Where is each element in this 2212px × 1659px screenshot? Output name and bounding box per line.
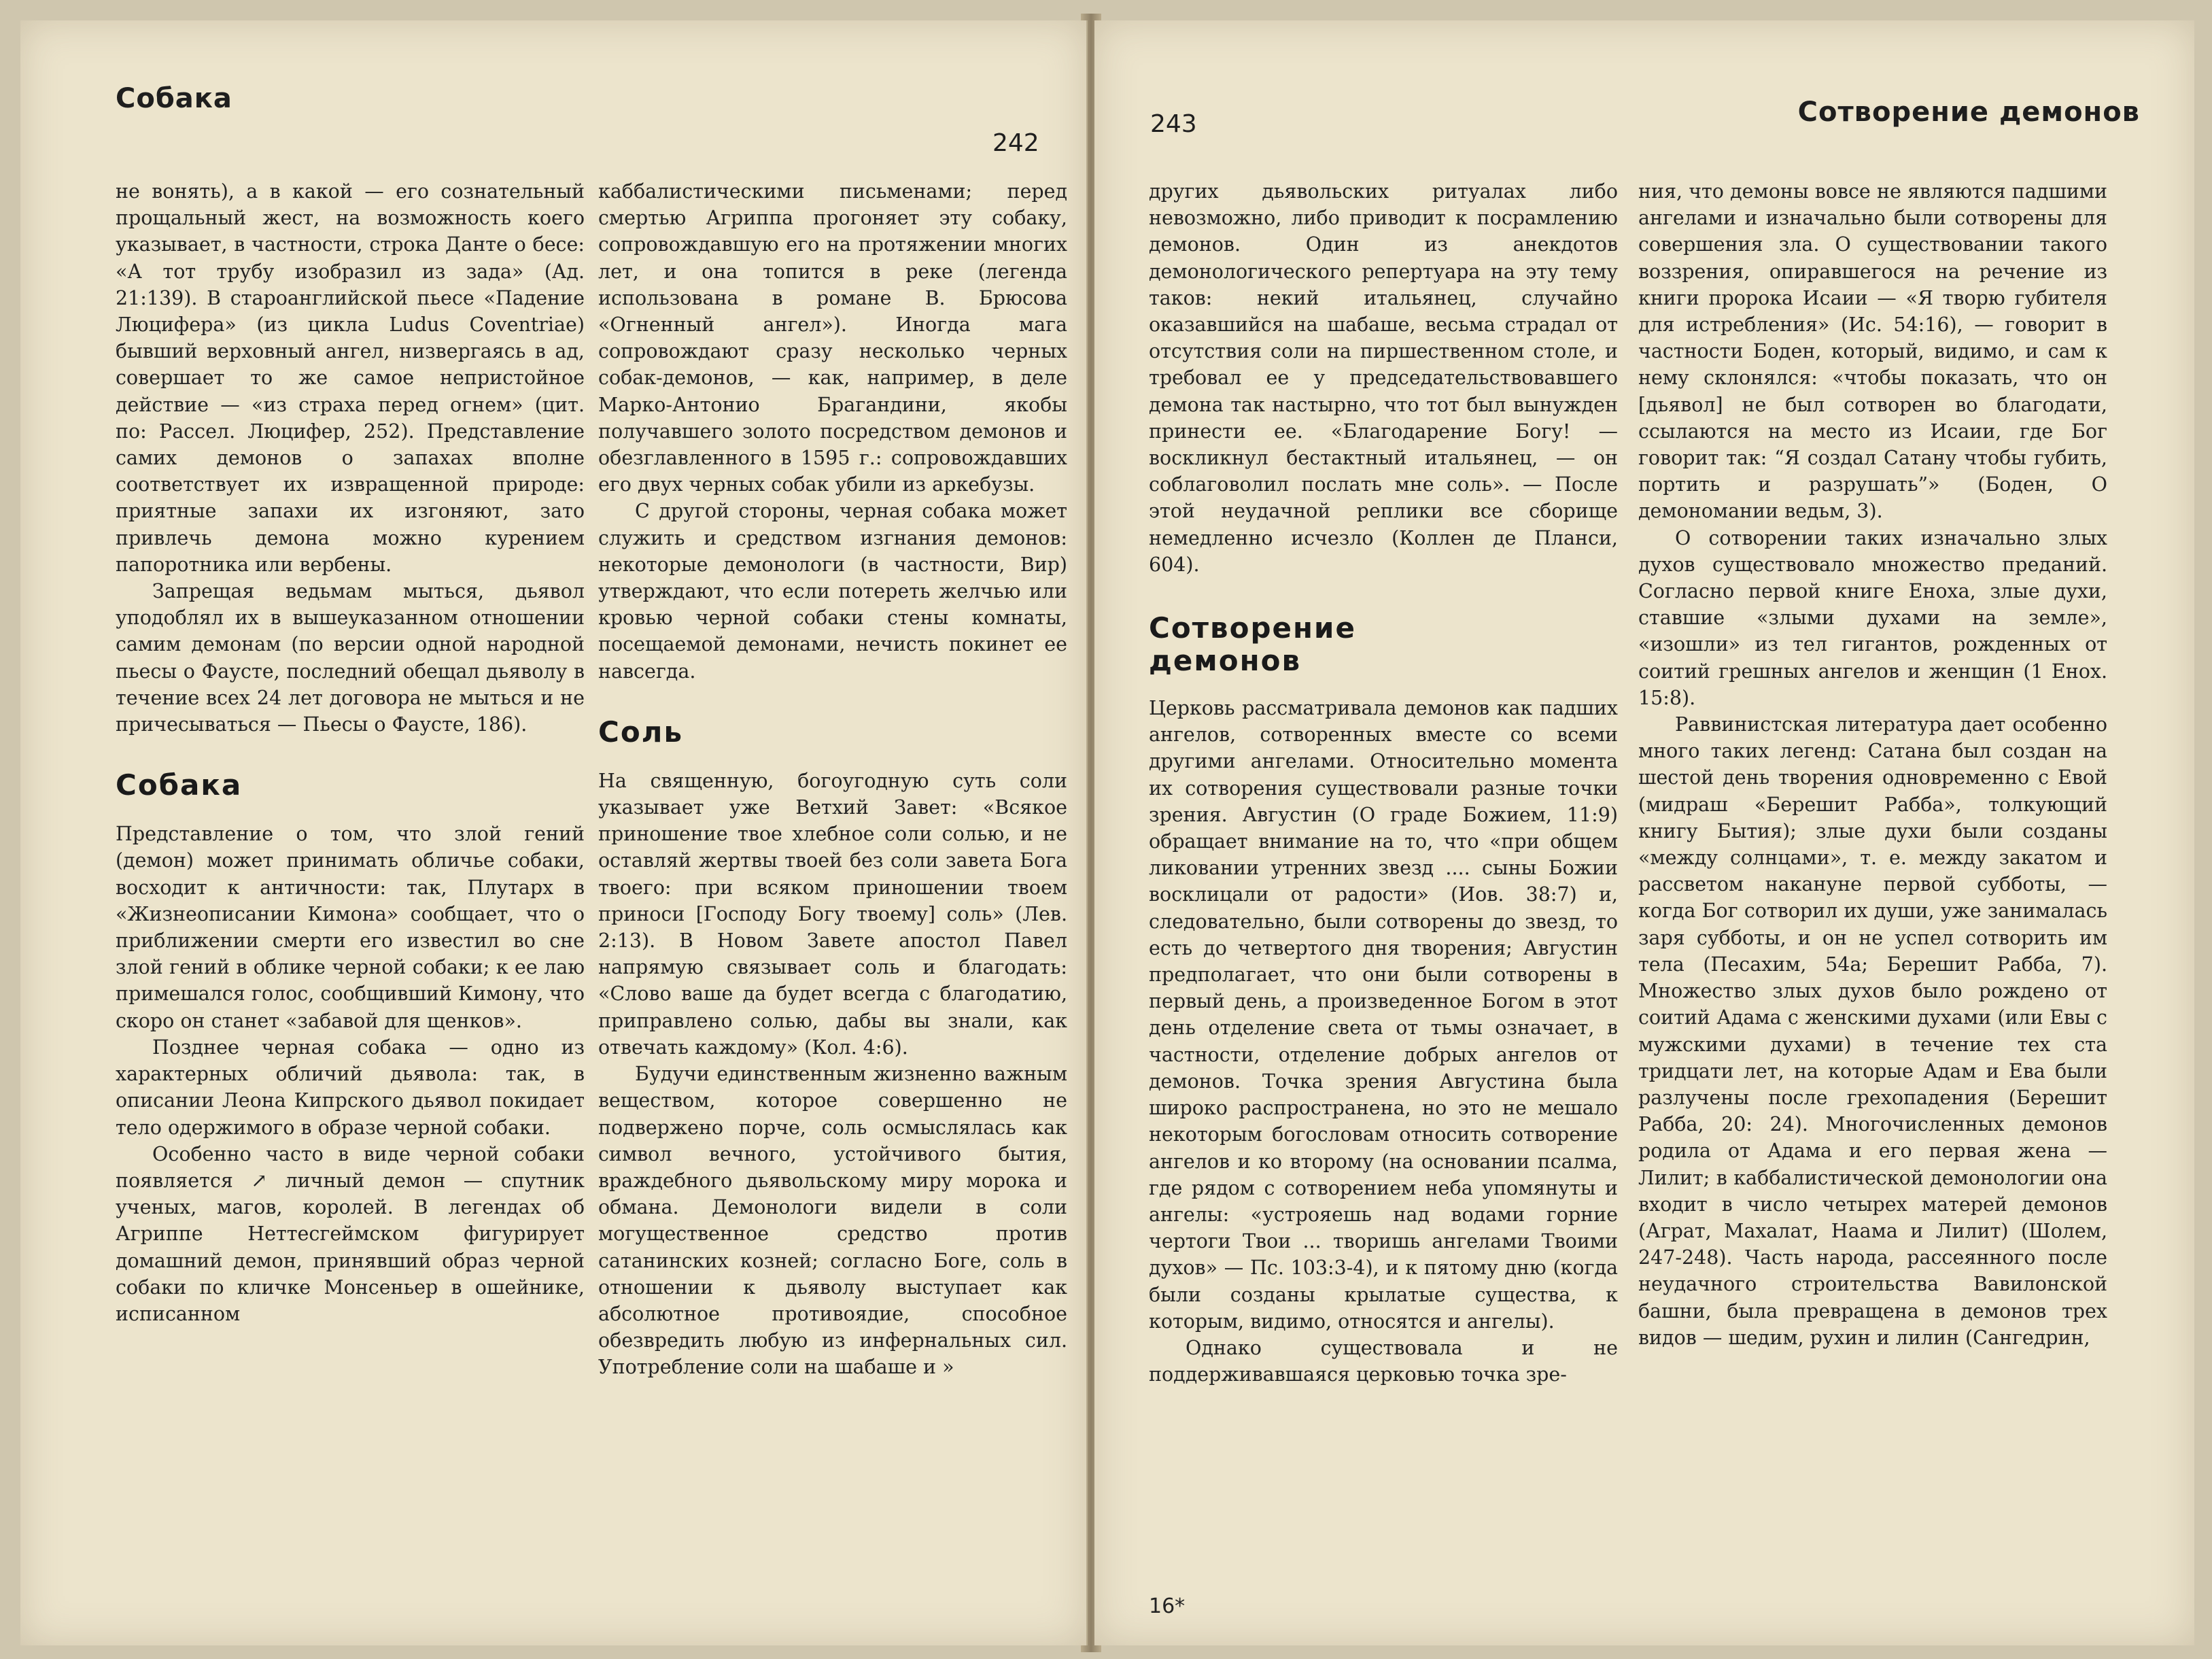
paragraph: каббалистическими письменами; перед смертью Агриппа прогоняет эту собаку, сопровождавшую его на протяжении многих лет, и она топится в реке (легенда использована в романе В. Брюсова «Огненный ангел»). Иногда мага сопровождают сразу несколько черных собак-демонов, — как, например, в деле Марко-Антонио Брагандини, якобы получавшего золото посредством демонов и обезглавленного в 1595 г.: сопровождавших его двух черных собак убили из аркебузы. [598, 180, 1067, 496]
paragraph: О сотворении таких изначально злых духов существовало множество преданий. Согласно первой книге Еноха, злые духи, ставшие «злыми духами на земле», «изошли» из тел гигантов, рожденных от соитий грешных ангелов и женщин (1 Енох. 15:8). [1638, 526, 2107, 709]
paragraph: С другой стороны, черная собака может служить и средством изгнания демонов: некоторые демонологи (в частности, Вир) утверждают, что если потереть желчью или кровью черной собаки стены комнаты, посещаемой демонами, нечисть покинет ее навсегда. [598, 500, 1067, 683]
paragraph: Запрещая ведьмам мыться, дьявол уподоблял их в вышеуказанном отношении самим демонам (по версии одной народной пьесы о Фаусте, последний обещал дьяволу в течение всех 24 лет договора не мыться и не причесываться — Пьесы о Фаусте, 186). [116, 580, 585, 736]
paragraph: Представление о том, что злой гений (демон) может принимать обличье собаки, восходит к античности: так, Плутарх в «Жизнеописании Кимона» сообщает, что о приближении смерти его известил во сне злой гений в облике черной собаки; к ее лаю примешался голос, сообщивший Кимону, что скоро он станет «забавой для щенков». [116, 823, 585, 1032]
paragraph: На священную, богоугодную суть соли указывает уже Ветхий Завет: «Всякое приношение твое хлебное соли солью, и не оставляй жертвы твоей без соли завета Бога твоего: при всяком приношении твоем приноси [Господу Богу твоему] соль» (Лев. 2:13). В Новом Завете апостол Павел напрямую связывает соль и благодать: «Слово ваше да будет всегда с благодатию, приправлено солью, дабы вы знали, как отвечать каждому» (Кол. 4:6). [598, 769, 1067, 1059]
paragraph: Однако существовала и не поддерживавшаяся церковью точка зре- [1149, 1336, 1618, 1386]
page-number: 243 [1150, 110, 1197, 138]
article-heading: Собака [116, 768, 243, 802]
paragraph: Раввинистская литература дает особенно много таких легенд: Сатана был создан на шестой день творения одновременно с Евой (мидраш «Берешит Рабба», толкующий книгу Бытия); злые духи были созданы «между солнцами», т. е. между закатом и рассветом накануне первой субботы, — когда Бог сотворил их души, уже занималась заря субботы, и он не успел сотворить им тела (Песахим, 54а; Берешит Рабба, 7). Множество злых духов было рождено от соитий Адама с женскими духами (или Евы с мужскими духами) в течение тех ста тридцати лет, на которые Адам и Ева были разлучены после грехопадения (Берешит Рабба, 20: 24). Многочисленных демонов родила от Адама и его первая жена — Лилит; в каббалистической демонологии она входит в число четырех матерей демонов (Аграт, Махалат, Наама и Лилит) (Шолем, 247-248). Часть народа, рассеянного после неудачного строительства Вавилонской башни, была превращена в демонов трех видов — шедим, рухин и лилин (Сангедрин, [1638, 713, 2107, 1349]
paragraph: Церковь рассматривала демонов как падших ангелов, сотворенных вместе со всеми другими ангелами. Относительно момента их сотворения существовали разные точки зрения. Августин (О граде Божием, 11:9) обращает внимание на то, что «при общем ликовании утренних звезд .... сыны Божии восклицали от радости» (Иов. 38:7) и, следовательно, были сотворены до звезд, то есть до четвертого дня творения; Августин предполагает, что они были сотворены в первый день, а произведенное Богом в этот день отделение света от тьмы означает, в частности, отделение добрых ангелов от демонов. Точка зрения Августина была широко распространена, но это не мешало некоторым богословам относить сотворение ангелов и ко второму (на основании псалма, где рядом с сотворением неба упомянуты и ангелы: «устрояешь над водами горние чертоги Твои ... творишь ангелами Твоими духов» — Пс. 103:3-4), и к пятому дню (когда были созданы крылатые существа, к которым, видимо, относятся и ангелы). [1149, 697, 1618, 1333]
left-column-1 [116, 178, 585, 1327]
article-heading: Сотворение демонов [1149, 611, 1356, 678]
paragraph: Особенно часто в виде черной собаки появляется ↗ личный демон — спутник ученых, магов, королей. В легендах об Агриппе Неттесгеймском фигурирует домашний демон, принявший образ черной собаки по кличке Монсеньер в ошейнике, исписанном [116, 1142, 585, 1325]
paragraph: Позднее черная собака — одно из характерных обличий дьявола: так, в описании Леона Кипрского дьявол покидает тело одержимого в образе черной собаки. [116, 1036, 585, 1139]
running-head: Собака [116, 83, 232, 114]
signature-mark: 16* [1149, 1594, 1186, 1618]
paragraph: Будучи единственным жизненно важным веществом, которое совершенно не подвержено порче, соль осмыслялась как символ вечного, устойчивого бытия, враждебного дьявольскому миру морока и обмана. Демонологи видели в соли могущественное средство против сатанинских козней; согласно Боге, соль в отношении к дьяволу выступает как абсолютное противоядие, способное обезвредить любую из инфернальных сил. Употребление соли на шабаше и » [598, 1063, 1067, 1379]
paragraph: других дьявольских ритуалах либо невозможно, либо приводит к посрамлению демонов. Один из анекдотов демонологического репертуара на эту тему таков: некий итальянец, случайно оказавшийся на шабаше, весьма страдал от отсутствия соли на пиршественном столе, и требовал ее у председательствовавшего демона так настырно, что тот был вынужден принести ее. «Благодарение Богу! — воскликнул бестактный итальянец, — он соблаговолил послать мне соль». — После этой неудачной реплики все сборище немедленно исчезло (Коллен де Планси, 604). [1149, 180, 1618, 576]
right-column-1 [1149, 178, 1618, 1388]
left-page [20, 20, 1088, 1645]
right-page [1094, 20, 2194, 1645]
paragraph: ния, что демоны вовсе не являются падшими ангелами и изначально были сотворены для совершения зла. О существовании такого воззрения, опиравшегося на речение из книги пророка Исаии — «Я творю губителя для истребления» (Ис. 54:16), — говорит в частности Боден, который, видимо, и сам к нему склонялся: «чтобы показать, что он [дьявол] не был сотворен во благодати, ссылаются на место из Исаии, где Бог говорит так: “Я создал Сатану чтобы губить, портить и разрушать”» (Боден, О демономании ведьм, 3). [1638, 180, 2107, 523]
page-number: 242 [992, 129, 1039, 157]
paragraph: не вонять), а в какой — его сознательный прощальный жест, на возможность коего указывает, в частности, строка Данте о бесе: «А тот трубу изобразил из зада» (Ад. 21:139). В староанглийской пьесе «Падение Люцифера» (из цикла Ludus Coventriae) бывший верховный ангел, низвергаясь в ад, совершает то же самое непристойное действие — «из страха перед огнем» (цит. по: Рассел. Люцифер, 252). Представление самих демонов о запахах вполне соответствует их извращенной природе: приятные запахи их изгоняют, зато привлечь демона можно курением папоротника или вербены. [116, 180, 585, 576]
running-head: Сотворение демонов [1797, 97, 2140, 128]
left-column-2 [598, 178, 1067, 1381]
right-column-2 [1638, 178, 2107, 1351]
article-heading: Соль [598, 715, 683, 749]
